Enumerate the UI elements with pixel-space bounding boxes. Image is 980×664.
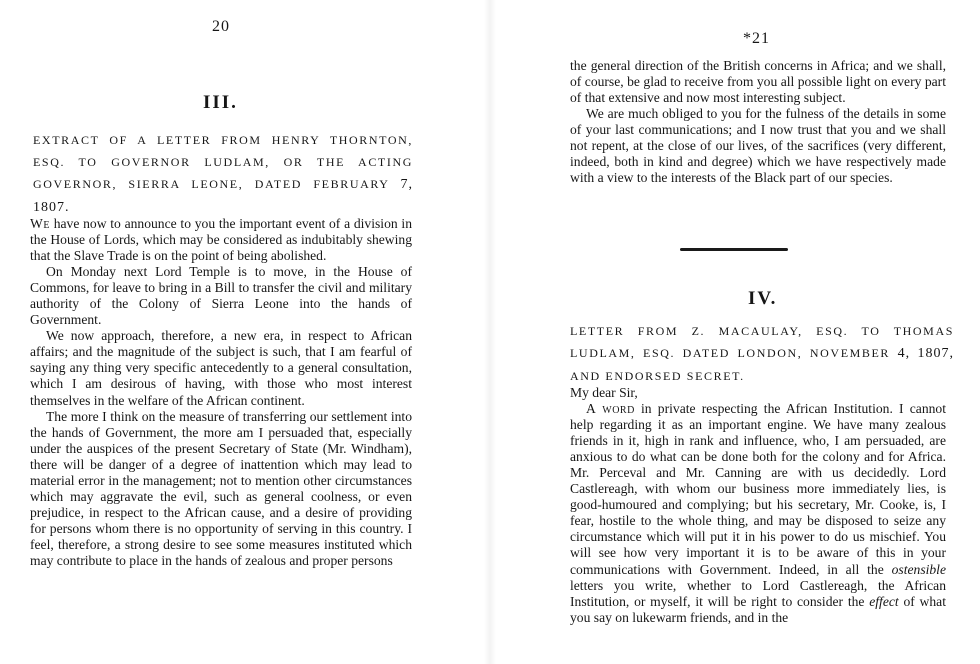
paragraph-1 [30, 216, 412, 264]
caption-tail: AND ENDORSED SECRET. [570, 369, 745, 383]
italic-effect: effect [869, 593, 899, 609]
paragraph-2: On Monday next Lord Temple is to move, in the House of Commons, for leave to bring in a Bill to transfer the civil and military authority of the Colony of Sierra Leone into the hands of Government. [30, 264, 412, 328]
paragraph-4: The more I think on the measure of transferring our settlement into the hands of Government, the more am I persuaded that, especially under the auspices of the present Secretary of State (Mr. Windham), there will be danger of a degree of inattention which may lead to material error in the management; not to mention other circumstances which may aggravate the evil, such as general coolness, or even prejudice, in respect to the African cause, and a desire of providing for persons whom there is no opportunity of serving in this country. I feel, therefore, a strong desire to see some measures instituted which may contribute to place in the hands of zealous and proper persons [30, 408, 412, 568]
section-divider-rule [680, 248, 788, 251]
letter-body-thornton [30, 216, 412, 569]
continuation-paragraph-1: the general direction of the British concerns in Africa; and we shall, of course, be glad to receive from you all possible light on every part of that extensive and now most interesting subject. [570, 58, 946, 106]
section-heading-iii: III. [203, 92, 238, 113]
drop-word: We [30, 216, 50, 231]
italic-ostensible: ostensible [891, 561, 946, 577]
letter-body-macaulay [570, 385, 946, 626]
letter-caption-thornton [33, 129, 413, 219]
salutation: My dear Sir, [570, 385, 638, 400]
letter-caption-macaulay [570, 320, 954, 387]
caption-text: LETTER FROM Z. MACAULAY, ESQ. TO THOMAS LUDLAM, ESQ. DATED LONDON, NOVEMBER [570, 324, 954, 360]
right-page-number: *21 [743, 30, 770, 47]
continuation-paragraph-2: We are much obliged to you for the fulness of the details in some of your last communications; and I now trust that you and we shall not repent, at the close of our lives, of the sacrifices (very different, indeed, both in kind and degree) which we have respectively made with a view to the interests of the Black part of our species. [570, 106, 946, 186]
paragraph-1 [570, 401, 946, 626]
drop-words: A word [586, 401, 635, 417]
paragraph-1-text-a: in private respecting the African Institution. I cannot help regarding it as an important engine. We have many zealous friends in it, high in rank and influence, who, I am persuaded, are anxious to do what can be done both for the colony and for Africa. Mr. Perceval and Mr. Canning are with us decidedly. Lord Castlereagh, with whom our business more immediately lies, is good-humoured and complying; but his secretary, Mr. Cooke, is, I fear, hostile to the whole thing, and may be disposed to seize any circumstance which will put it in his power to do us mischief. You will see how very important it is to be aware of this in your communications with Government. Indeed, in all the [570, 401, 946, 577]
paragraph-1-text-c: of what you say on lukewarm friends, and in the [570, 593, 946, 625]
right-page [490, 0, 980, 664]
paragraph-1-text-b: letters you write, whether to Lord Castlereagh, the African Institution, or myself, it will be right to consider the [570, 577, 946, 609]
section-heading-iv: IV. [748, 288, 778, 309]
caption-date: 7, 1807. [33, 177, 413, 215]
paragraph-1-text: have now to announce to you the important event of a division in the House of Lords, which may be considered as indubitably shewing that the Slave Trade is on the point of being abolished. [30, 216, 412, 264]
paragraph-3: We now approach, therefore, a new era, in respect to African affairs; and the magnitude of the subject is such, that I am fearful of saying any thing very specific antecedently to a general consultation, which I am desirous of having, with those who most interest themselves in the welfare of the African continent. [30, 328, 412, 408]
caption-date: 4, 1807, [897, 346, 954, 361]
caption-text: EXTRACT OF A LETTER FROM HENRY THORNTON, ESQ. TO GOVERNOR LUDLAM, OR THE ACTING GOVERNOR, SIERRA LEONE, DATED FEBRUARY [33, 133, 413, 191]
letter-continuation [570, 58, 946, 186]
left-page-number: 20 [212, 18, 230, 35]
